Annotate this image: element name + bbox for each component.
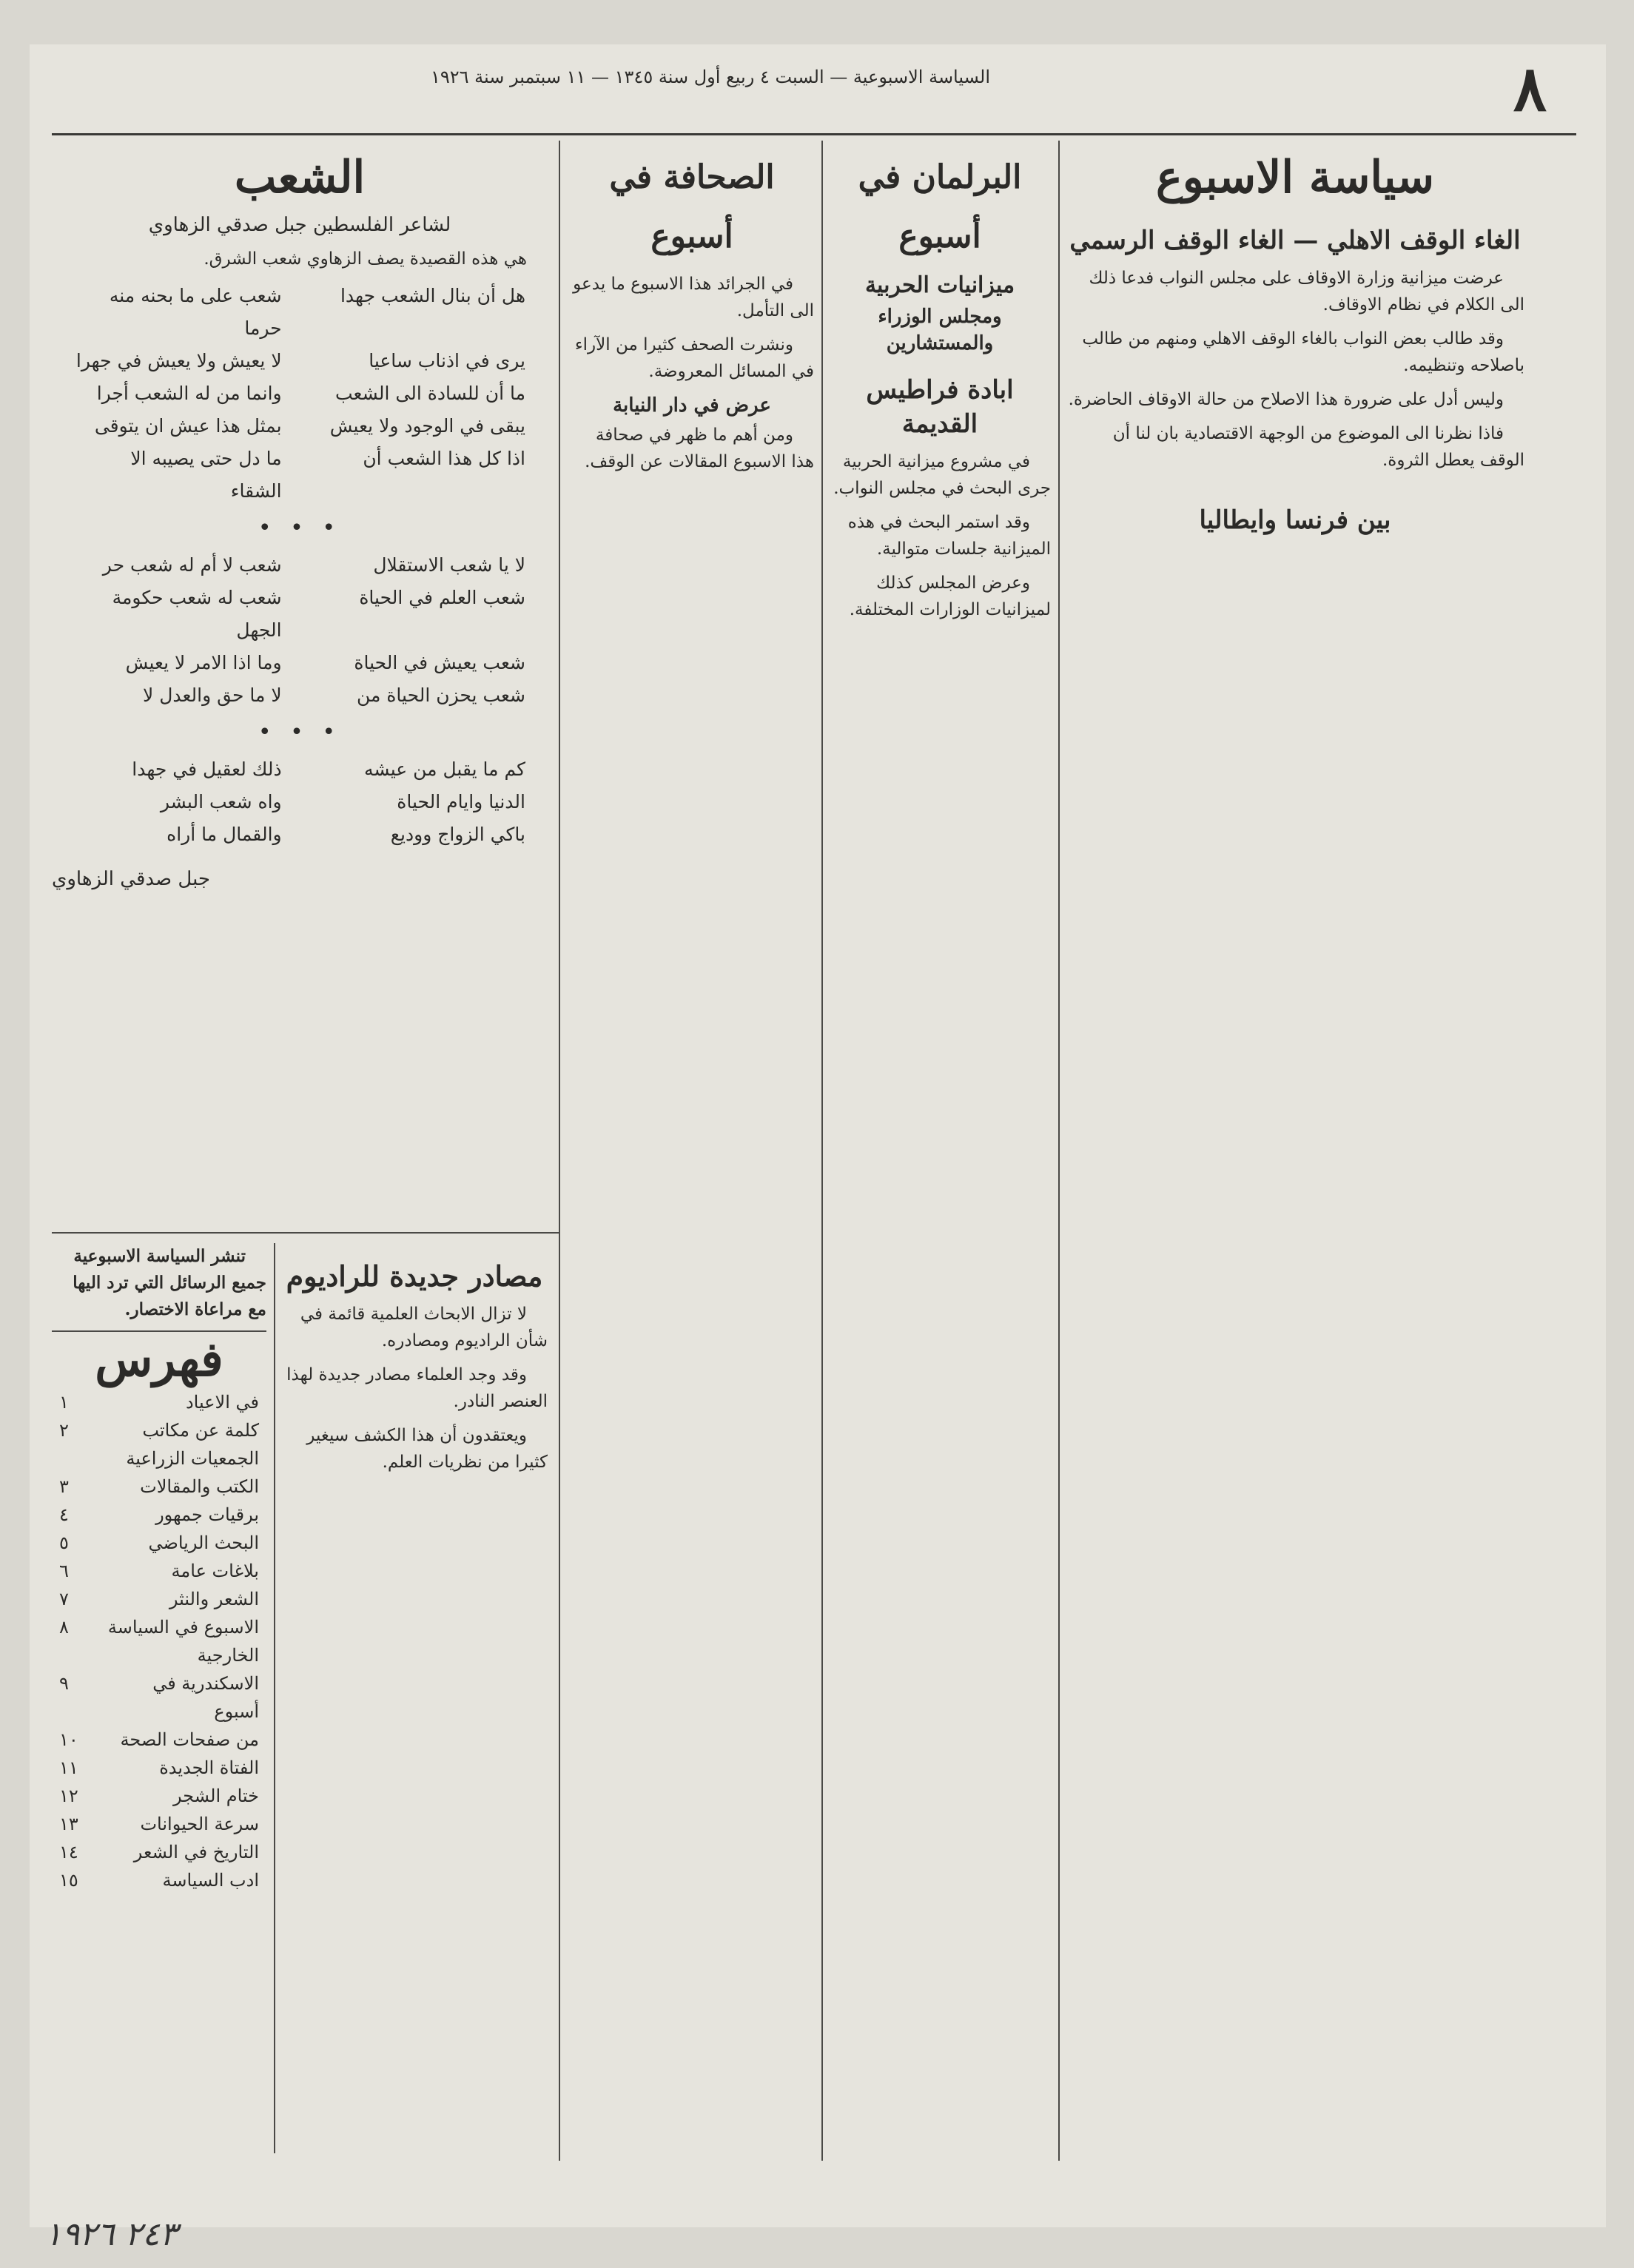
toc-page: ١٢: [59, 1786, 78, 1806]
column-toc: [52, 1243, 266, 2153]
toc-item: [52, 1416, 266, 1473]
handwritten-note: ٢٤٣ ١٩٢٦: [44, 2215, 178, 2253]
toc-label: كلمة عن مكاتب الجمعيات الزراعية: [126, 1420, 259, 1469]
stanza-separator: • • •: [258, 719, 342, 745]
issue-date-line: السياسة الاسبوعية — السبت ٤ ربيع أول سنة ١٣٤٥ — ١١ سبتمبر سنة ١٩٢٦: [430, 67, 990, 87]
hemistich: شعب لا أم له شعب حر: [102, 554, 282, 576]
siyasa-paragraph: وقد طالب بعض النواب بالغاء الوقف الاهلي ومنهم من طالب باصلاحه وتنظيمه.: [1082, 329, 1524, 375]
toc-page: ١: [59, 1392, 69, 1413]
hemistich: باكي الزواج ووديع: [390, 824, 525, 845]
toc-page: ٢: [59, 1420, 69, 1441]
poem-verse: [52, 345, 548, 377]
hemistich: واه شعب البشر: [160, 791, 282, 812]
hemistich: وما اذا الامر لا يعيش: [125, 652, 282, 673]
hemistich: يرى في اذناب ساعيا: [369, 350, 525, 371]
hemistich: بمثل هذا عيش ان يتوقى: [94, 415, 282, 437]
column-shaab: [52, 141, 548, 1221]
hemistich: شعب يعيش في الحياة: [354, 652, 525, 673]
hemistich: شعب له شعب حكومة الجهل: [112, 587, 282, 641]
hemistich: شعب العلم في الحياة: [359, 587, 525, 608]
toc-label: سرعة الحيوانات: [140, 1814, 259, 1834]
barlaman-section: ابادة فراطيس القديمة: [866, 375, 1014, 439]
column-sahafa: [570, 141, 814, 2153]
toc-page: ٦: [59, 1561, 69, 1581]
toc-label: الشعر والنثر: [169, 1589, 259, 1609]
masadir-paragraph: ويعتقدون أن هذا الكشف سيغير كثيرا من نظريات العلم.: [306, 1426, 548, 1472]
stanza-separator: • • •: [258, 515, 342, 541]
poem-verse: [52, 818, 548, 851]
hemistich: وانما من له الشعب أجرا: [96, 383, 282, 404]
toc-item: [52, 1585, 266, 1613]
toc-title: فهرس: [95, 1332, 223, 1387]
toc-page: ١٣: [59, 1814, 78, 1834]
toc-item: [52, 1613, 266, 1669]
masthead: [52, 52, 1576, 135]
toc-label: الفتاة الجديدة: [159, 1757, 259, 1778]
poem-verse: [52, 549, 548, 582]
barlaman-paragraph: وعرض المجلس كذلك لميزانيات الوزارات المختلفة.: [849, 573, 1051, 619]
poem-verse: [52, 280, 548, 345]
poem-verse: [52, 582, 548, 647]
hemistich: شعب على ما بحنه منه حرما: [109, 285, 282, 339]
siyasa-paragraph: فاذا نظرنا الى الموضوع من الوجهة الاقتصادية بان لنا أن الوقف يعطل الثروة.: [1112, 424, 1524, 470]
hemistich: شعب يحزن الحياة من: [356, 684, 525, 706]
page-number: ٨: [1513, 52, 1547, 125]
toc-label: الاسبوع في السياسة الخارجية: [107, 1617, 259, 1666]
toc-item: [52, 1388, 266, 1416]
hemistich: الدنيا وايام الحياة: [397, 791, 525, 812]
toc-page: ٩: [59, 1673, 69, 1694]
toc-item: [52, 1754, 266, 1782]
barlaman-paragraph: في مشروع ميزانية الحربية جرى البحث في مجلس النواب.: [833, 452, 1051, 498]
sahafa-paragraph: في الجرائد هذا الاسبوع ما يدعو الى التأمل.: [573, 275, 814, 320]
toc-item: [52, 1838, 266, 1866]
column-divider: [274, 1243, 275, 2153]
toc-label: بلاغات عامة: [171, 1561, 259, 1581]
sahafa-title: الصحافة في أسبوع: [609, 158, 775, 255]
barlaman-paragraph: وقد استمر البحث في هذه الميزانية جلسات متوالية.: [847, 513, 1051, 559]
sahafa-paragraph: ونشرت الصحف كثيرا من الآراء في المسائل المعروضة.: [574, 335, 814, 381]
shaab-title: الشعب: [234, 152, 366, 203]
poem-stanza-3: [52, 753, 548, 851]
poem-stanza-1: [52, 280, 548, 508]
hemistich: ما دل حتى يصيبه الا الشقاء: [130, 448, 282, 502]
poet-signature: جبل صدقي الزهاوي: [52, 868, 210, 890]
toc-item: [52, 1866, 266, 1894]
toc-item: [52, 1782, 266, 1810]
notice-text: تنشر السياسة الاسبوعية جميع الرسائل التي ترد اليها مع مراعاة الاختصار.: [73, 1246, 266, 1319]
masadir-paragraph: لا تزال الابحاث العلمية قائمة في شأن الراديوم ومصادره.: [300, 1305, 548, 1350]
toc-label: الاسكندرية في أسبوع: [152, 1673, 259, 1722]
column-barlaman: [829, 141, 1051, 2153]
hemistich: ذلك لعقيل في جهدا: [132, 758, 282, 780]
toc-label: في الاعياد: [185, 1392, 259, 1413]
column-divider: [1058, 141, 1060, 2161]
toc-page: ١١: [59, 1757, 78, 1778]
toc-item: [52, 1726, 266, 1754]
column-masadir: [281, 1243, 548, 2153]
barlaman-title: البرلمان في أسبوع: [858, 158, 1022, 255]
toc-page: ١٤: [59, 1842, 78, 1862]
column-divider: [821, 141, 823, 2161]
poem-stanza-2: [52, 549, 548, 712]
toc-label: التاريخ في الشعر: [133, 1842, 259, 1862]
barlaman-subtitle2: ومجلس الوزراء والمستشارين: [878, 306, 1002, 354]
poem-verse: [52, 753, 548, 786]
toc-label: ادب السياسة: [162, 1870, 259, 1891]
toc-page: ٣: [59, 1476, 69, 1497]
toc-page: ٤: [59, 1504, 69, 1525]
toc-page: ٥: [59, 1532, 69, 1553]
sahafa-paragraph: ومن أهم ما ظهر في صحافة هذا الاسبوع المقالات عن الوقف.: [585, 425, 814, 471]
shaab-byline: لشاعر الفلسطين جبل صدقي الزهاوي: [148, 214, 451, 236]
column-divider: [559, 141, 560, 2161]
hemistich: اذا كل هذا الشعب أن: [363, 448, 525, 469]
toc-label: البحث الرياضي: [148, 1532, 259, 1553]
poem-verse: [52, 647, 548, 679]
toc-page: ٧: [59, 1589, 69, 1609]
poem-verse: [52, 786, 548, 818]
masadir-paragraph: وقد وجد العلماء مصادر جديدة لهذا العنصر النادر.: [286, 1365, 548, 1411]
hemistich: لا يعيش ولا يعيش في جهرا: [75, 350, 282, 371]
hemistich: كم ما يقبل من عيشه: [363, 758, 525, 780]
hemistich: ما أن للسادة الى الشعب: [334, 383, 525, 404]
toc-item: [52, 1501, 266, 1529]
toc-item: [52, 1557, 266, 1585]
siyasa-paragraph: وليس أدل على ضرورة هذا الاصلاح من حالة الاوقاف الحاضرة.: [1068, 390, 1504, 409]
toc-item: [52, 1529, 266, 1557]
hemistich: لا ما حق والعدل لا: [142, 684, 282, 706]
poem-verse: [52, 377, 548, 410]
toc-page: ٨: [59, 1617, 69, 1638]
masadir-title: مصادر جديدة للراديوم: [286, 1259, 543, 1293]
shaab-intro: هي هذه القصيدة يصف الزهاوي شعب الشرق.: [204, 249, 527, 269]
toc-label: ختام الشجر: [172, 1786, 259, 1806]
sahafa-sub: عرض في دار النيابة: [613, 394, 771, 417]
toc-page: ١٥: [59, 1870, 78, 1891]
hemistich: والقمال ما أراه: [167, 824, 282, 845]
siyasa-subheadline: بين فرنسا وايطاليا: [1199, 505, 1391, 535]
siyasa-title: سياسة الاسبوع: [1155, 152, 1435, 203]
hemistich: لا يا شعب الاستقلال: [373, 554, 525, 576]
toc-item: [52, 1810, 266, 1838]
siyasa-headline: الغاء الوقف الاهلي — الغاء الوقف الرسمي: [1069, 226, 1521, 255]
toc-item: [52, 1669, 266, 1726]
hemistich: يبقى في الوجود ولا يعيش: [329, 415, 525, 437]
column-siyasa: [1066, 141, 1524, 2153]
toc-label: الكتب والمقالات: [140, 1476, 259, 1497]
poem-verse: [52, 679, 548, 712]
poem-verse: [52, 410, 548, 443]
toc-label: برقيات جمهور: [155, 1504, 259, 1525]
section-divider: [52, 1232, 559, 1234]
toc-label: من صفحات الصحة: [120, 1729, 259, 1750]
toc-item: [52, 1473, 266, 1501]
poem-verse: [52, 443, 548, 508]
hemistich: هل أن بنال الشعب جهدا: [340, 285, 525, 306]
siyasa-paragraph: عرضت ميزانية وزارة الاوقاف على مجلس النواب فدعا ذلك الى الكلام في نظام الاوقاف.: [1089, 269, 1524, 314]
toc-page: ١٠: [59, 1729, 78, 1750]
barlaman-subtitle: ميزانيات الحربية: [864, 272, 1015, 298]
